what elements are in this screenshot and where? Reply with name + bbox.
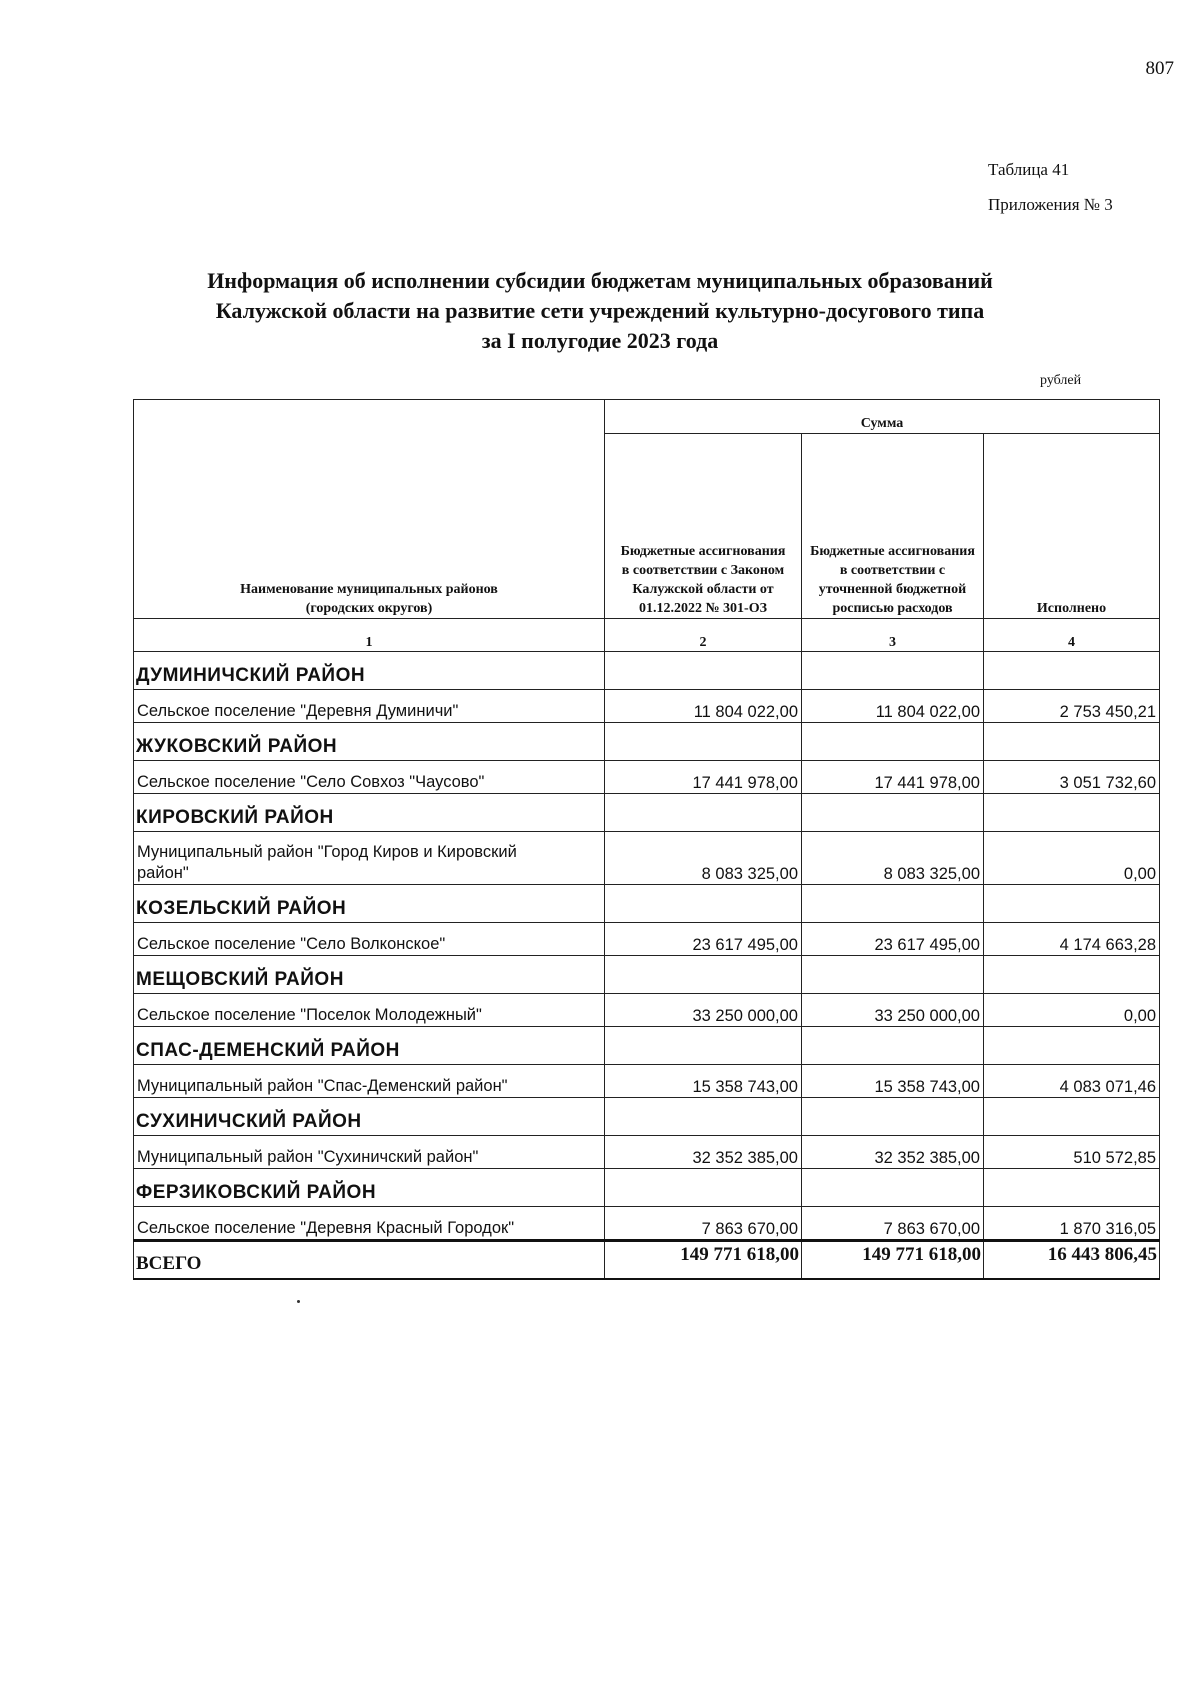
- district-name: ДУМИНИЧСКИЙ РАЙОН: [134, 652, 605, 690]
- value-law: 7 863 670,00: [605, 1207, 802, 1241]
- entity-name: Сельское поселение "Поселок Молодежный": [134, 994, 605, 1027]
- table-ref: Таблица 41: [988, 160, 1070, 179]
- value-executed: 3 051 732,60: [984, 761, 1160, 794]
- value-law: 11 804 022,00: [605, 690, 802, 723]
- district-name: МЕЩОВСКИЙ РАЙОН: [134, 956, 605, 994]
- entity-name: Сельское поселение "Село Совхоз "Чаусово": [134, 761, 605, 794]
- value-executed: 2 753 450,21: [984, 690, 1160, 723]
- table-row: [134, 1207, 1160, 1241]
- header-sum-group: Сумма: [605, 400, 1160, 434]
- district-name: СУХИНИЧСКИЙ РАЙОН: [134, 1098, 605, 1136]
- district-name: ЖУКОВСКИЙ РАЙОН: [134, 723, 605, 761]
- value-law: 32 352 385,00: [605, 1136, 802, 1169]
- header-row-group: [134, 400, 1160, 434]
- total-label: ВСЕГО: [134, 1241, 605, 1280]
- value-law: 8 083 325,00: [605, 832, 802, 885]
- total-law: 149 771 618,00: [605, 1241, 802, 1280]
- entity-name: Сельское поселение "Деревня Думиничи": [134, 690, 605, 723]
- value-executed: 0,00: [984, 832, 1160, 885]
- district-row: [134, 1027, 1160, 1065]
- value-executed: 4 174 663,28: [984, 923, 1160, 956]
- district-row: [134, 652, 1160, 690]
- total-row: [134, 1241, 1160, 1280]
- units-label: рублей: [1040, 373, 1082, 388]
- value-executed: 0,00: [984, 994, 1160, 1027]
- table-row: [134, 690, 1160, 723]
- appendix-ref: Приложения № 3: [988, 195, 1113, 214]
- subsidy-table: [133, 399, 1160, 1280]
- entity-name: Муниципальный район "Город Киров и Кировский район": [134, 832, 605, 885]
- document-title: [0, 266, 1200, 356]
- district-row: [134, 794, 1160, 832]
- district-row: [134, 1098, 1160, 1136]
- value-executed: 510 572,85: [984, 1136, 1160, 1169]
- district-name: КОЗЕЛЬСКИЙ РАЙОН: [134, 885, 605, 923]
- district-row: [134, 723, 1160, 761]
- table-row: [134, 761, 1160, 794]
- district-name: ФЕРЗИКОВСКИЙ РАЙОН: [134, 1169, 605, 1207]
- table-row: [134, 923, 1160, 956]
- header-col3: Бюджетные ассигнования в соответствии с уточненной бюджетной росписью расходов: [802, 434, 984, 619]
- total-refined: 149 771 618,00: [802, 1241, 984, 1280]
- district-row: [134, 956, 1160, 994]
- title-line-3: за I полугодие 2023 года: [481, 328, 719, 353]
- entity-name: Муниципальный район "Сухиничский район": [134, 1136, 605, 1169]
- entity-name: Сельское поселение "Деревня Красный Городок": [134, 1207, 605, 1241]
- scan-speck: [297, 1300, 300, 1303]
- col-number-3: 3: [802, 619, 984, 652]
- table-row: [134, 832, 1160, 885]
- value-refined: 15 358 743,00: [802, 1065, 984, 1098]
- page-number: 807: [1145, 58, 1174, 79]
- table-row: [134, 994, 1160, 1027]
- value-refined: 32 352 385,00: [802, 1136, 984, 1169]
- district-name: КИРОВСКИЙ РАЙОН: [134, 794, 605, 832]
- value-executed: 1 870 316,05: [984, 1207, 1160, 1241]
- entity-name: Сельское поселение "Село Волконское": [134, 923, 605, 956]
- col-number-4: 4: [984, 619, 1160, 652]
- title-line-2: Калужской области на развитие сети учреждений культурно-досугового типа: [215, 298, 985, 323]
- header-col2: Бюджетные ассигнования в соответствии с Законом Калужской области от 01.12.2022 № 301-ОЗ: [605, 434, 802, 619]
- title-line-1: Информация об исполнении субсидии бюджетам муниципальных образований: [207, 268, 993, 293]
- value-law: 23 617 495,00: [605, 923, 802, 956]
- value-executed: 4 083 071,46: [984, 1065, 1160, 1098]
- district-row: [134, 885, 1160, 923]
- district-name: СПАС-ДЕМЕНСКИЙ РАЙОН: [134, 1027, 605, 1065]
- total-executed: 16 443 806,45: [984, 1241, 1160, 1280]
- value-law: 33 250 000,00: [605, 994, 802, 1027]
- table-row: [134, 1136, 1160, 1169]
- value-refined: 11 804 022,00: [802, 690, 984, 723]
- table-row: [134, 1065, 1160, 1098]
- value-law: 15 358 743,00: [605, 1065, 802, 1098]
- col-number-2: 2: [605, 619, 802, 652]
- value-refined: 8 083 325,00: [802, 832, 984, 885]
- value-law: 17 441 978,00: [605, 761, 802, 794]
- value-refined: 7 863 670,00: [802, 1207, 984, 1241]
- header-row-numbers: [134, 619, 1160, 652]
- value-refined: 23 617 495,00: [802, 923, 984, 956]
- col-number-1: 1: [134, 619, 605, 652]
- header-col4: Исполнено: [984, 434, 1160, 619]
- value-refined: 17 441 978,00: [802, 761, 984, 794]
- district-row: [134, 1169, 1160, 1207]
- value-refined: 33 250 000,00: [802, 994, 984, 1027]
- header-col1: Наименование муниципальных районов (городских округов): [134, 400, 605, 619]
- entity-name: Муниципальный район "Спас-Деменский район": [134, 1065, 605, 1098]
